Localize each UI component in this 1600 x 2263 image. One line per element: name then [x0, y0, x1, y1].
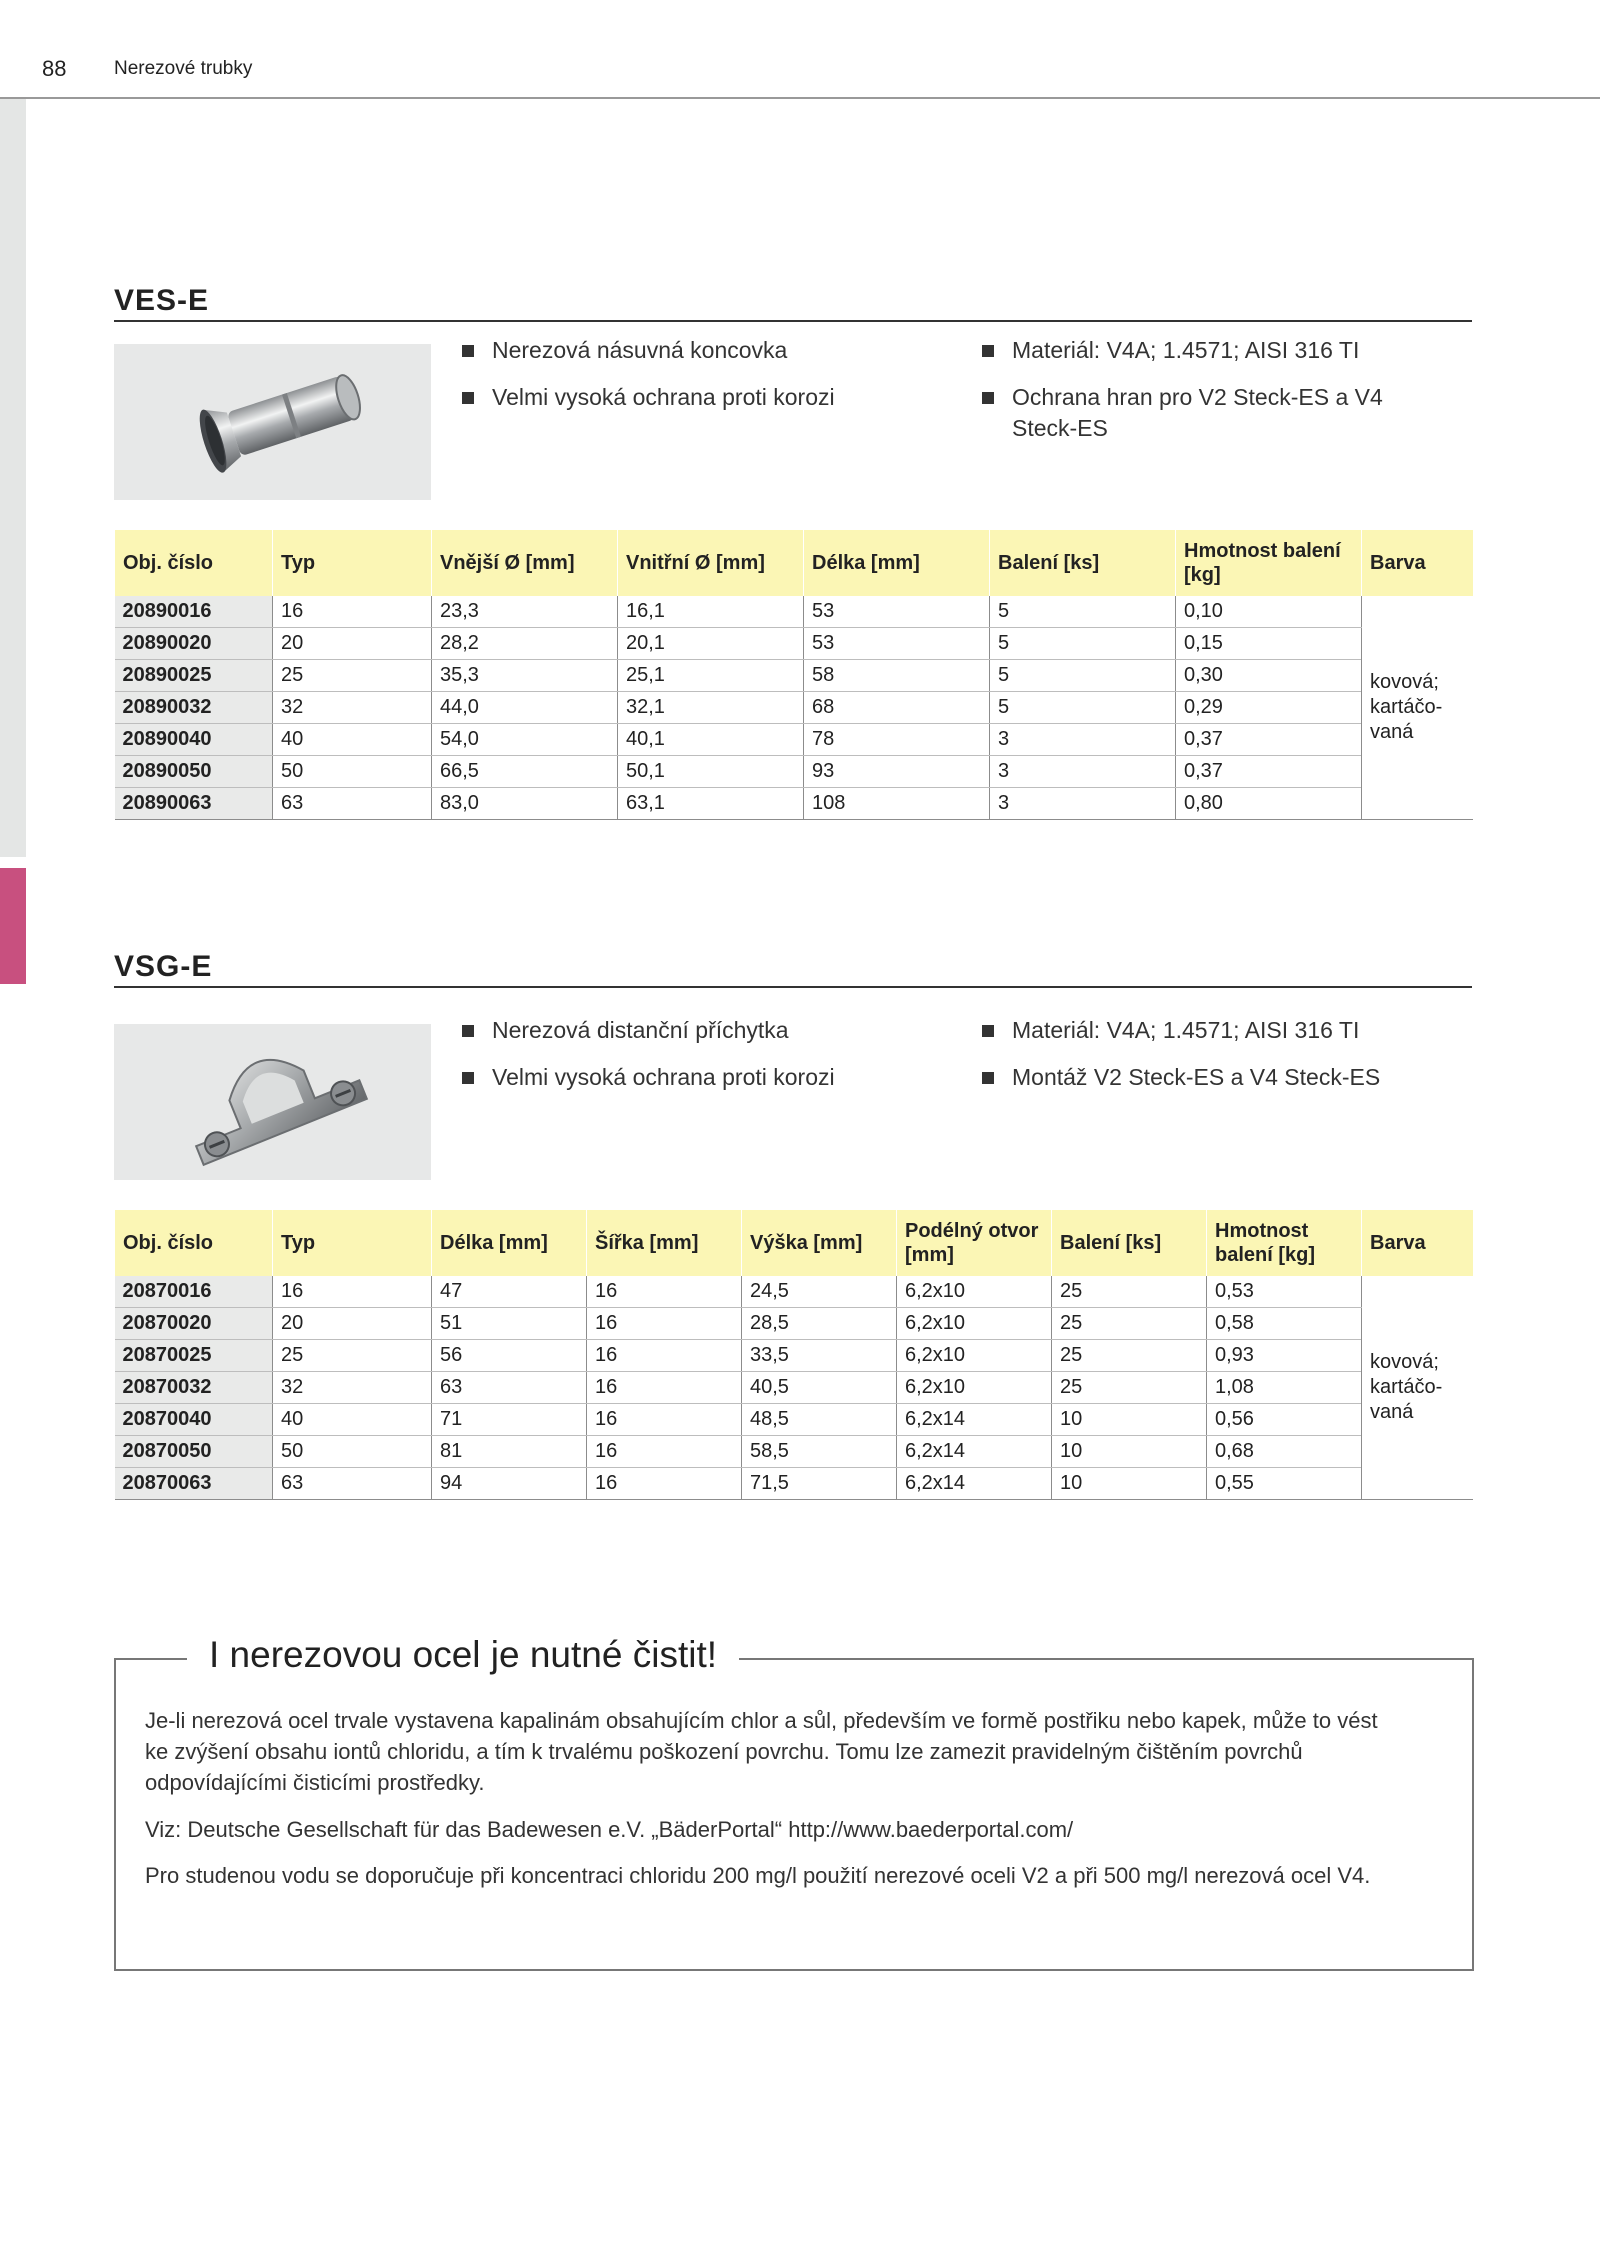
table-cell: 10 [1052, 1436, 1207, 1468]
table-cell: 25 [273, 660, 432, 692]
table-cell: 6,2x10 [897, 1276, 1052, 1308]
article-number-cell: 20890063 [115, 788, 273, 820]
article-number-cell: 20870050 [115, 1436, 273, 1468]
column-header: Barva [1362, 1210, 1473, 1276]
table-row [115, 1372, 1473, 1404]
table-cell: 32,1 [618, 692, 804, 724]
feature-bullet: Velmi vysoká ochrana proti korozi [462, 1062, 835, 1093]
table-cell: 78 [804, 724, 990, 756]
square-bullet-icon [462, 1025, 474, 1037]
table-cell: 5 [990, 596, 1176, 628]
table-cell: 10 [1052, 1468, 1207, 1500]
feature-bullet: Materiál: V4A; 1.4571; AISI 316 TI [982, 335, 1359, 366]
table-cell: 54,0 [432, 724, 618, 756]
info-paragraph: Viz: Deutsche Gesellschaft für das Badewesen e.V. „BäderPortal“ http://www.baederportal.com/ [145, 1817, 1074, 1842]
column-header: Vnitřní Ø [mm] [618, 530, 804, 596]
table-cell: 32 [273, 1372, 432, 1404]
column-header: Hmotnost balení [kg] [1176, 530, 1362, 596]
table-cell: 50 [273, 756, 432, 788]
table-cell: 3 [990, 756, 1176, 788]
spec-table-ves-e [114, 530, 1473, 820]
column-header: Vnější Ø [mm] [432, 530, 618, 596]
table-row [115, 1340, 1473, 1372]
column-header: Obj. číslo [115, 1210, 273, 1276]
table-cell: 16 [587, 1468, 742, 1500]
feature-bullet: Materiál: V4A; 1.4571; AISI 316 TI [982, 1015, 1359, 1046]
table-cell: 50 [273, 1436, 432, 1468]
table-row [115, 1276, 1473, 1308]
info-paragraph: Je-li nerezová ocel trvale vystavena kapalinám obsahujícím chlor a sůl, především ve formě postřiku nebo kapek, může to vést ke zvýšení obsahu iontů chloridu, a tím k trvalému poškození povrchu. Tomu lze zamezit pravidelným čištěním povrchů odpovídajícími čisticími prostředky. [145, 1708, 1378, 1795]
table-cell: 44,0 [432, 692, 618, 724]
article-number-cell: 20870032 [115, 1372, 273, 1404]
table-cell: 16 [587, 1276, 742, 1308]
table-cell: 20 [273, 1308, 432, 1340]
table-cell: 0,15 [1176, 628, 1362, 660]
table-row [115, 788, 1473, 820]
table-cell: 0,29 [1176, 692, 1362, 724]
table-cell: 50,1 [618, 756, 804, 788]
table-cell: 68 [804, 692, 990, 724]
square-bullet-icon [462, 392, 474, 404]
table-cell: 0,30 [1176, 660, 1362, 692]
table-row [115, 1436, 1473, 1468]
section-rule [114, 986, 1472, 988]
table-cell: 0,10 [1176, 596, 1362, 628]
table-cell: 16 [587, 1404, 742, 1436]
table-cell: 6,2x10 [897, 1308, 1052, 1340]
table-cell: 56 [432, 1340, 587, 1372]
square-bullet-icon [462, 345, 474, 357]
section-rule [114, 320, 1472, 322]
table-cell: 0,55 [1207, 1468, 1362, 1500]
article-number-cell: 20890025 [115, 660, 273, 692]
table-cell: 5 [990, 660, 1176, 692]
table-cell: 1,08 [1207, 1372, 1362, 1404]
table-cell: 16,1 [618, 596, 804, 628]
running-head: Nerezové trubky [114, 58, 253, 79]
table-cell: 63,1 [618, 788, 804, 820]
column-header: Výška [mm] [742, 1210, 897, 1276]
table-cell: 63 [273, 788, 432, 820]
column-header: Balení [ks] [1052, 1210, 1207, 1276]
table-cell: 93 [804, 756, 990, 788]
table-cell: 53 [804, 596, 990, 628]
table-cell: 81 [432, 1436, 587, 1468]
article-number-cell: 20890016 [115, 596, 273, 628]
table-cell: 6,2x10 [897, 1372, 1052, 1404]
article-number-cell: 20870020 [115, 1308, 273, 1340]
column-header: Hmotnost balení [kg] [1207, 1210, 1362, 1276]
table-cell: 71 [432, 1404, 587, 1436]
article-number-cell: 20870016 [115, 1276, 273, 1308]
table-cell: 40,1 [618, 724, 804, 756]
table-cell: 94 [432, 1468, 587, 1500]
table-cell: 0,93 [1207, 1340, 1362, 1372]
table-cell: 3 [990, 724, 1176, 756]
article-number-cell: 20890020 [115, 628, 273, 660]
table-cell: 25 [273, 1340, 432, 1372]
table-cell: 6,2x14 [897, 1404, 1052, 1436]
table-cell: 5 [990, 628, 1176, 660]
article-number-cell: 20890050 [115, 756, 273, 788]
table-cell: 6,2x14 [897, 1468, 1052, 1500]
table-cell: 63 [273, 1468, 432, 1500]
column-header: Typ [273, 530, 432, 596]
table-row [115, 692, 1473, 724]
table-cell: 16 [587, 1436, 742, 1468]
table-cell: 108 [804, 788, 990, 820]
table-cell: 58 [804, 660, 990, 692]
column-header: Barva [1362, 530, 1473, 596]
square-bullet-icon [982, 345, 994, 357]
article-number-cell: 20890032 [115, 692, 273, 724]
table-row [115, 724, 1473, 756]
table-cell: 0,56 [1207, 1404, 1362, 1436]
table-cell: 3 [990, 788, 1176, 820]
table-cell: 0,37 [1176, 756, 1362, 788]
table-cell: 23,3 [432, 596, 618, 628]
column-header: Obj. číslo [115, 530, 273, 596]
article-number-cell: 20890040 [115, 724, 273, 756]
column-header: Délka [mm] [804, 530, 990, 596]
column-header: Balení [ks] [990, 530, 1176, 596]
feature-bullet: Velmi vysoká ochrana proti korozi [462, 382, 835, 413]
table-cell: 28,2 [432, 628, 618, 660]
table-cell: 16 [587, 1340, 742, 1372]
table-cell: 16 [587, 1372, 742, 1404]
spec-table-vsg-e [114, 1210, 1473, 1500]
square-bullet-icon [982, 392, 994, 404]
product-image-ves-e [114, 344, 431, 500]
table-cell: 10 [1052, 1404, 1207, 1436]
table-cell: 0,68 [1207, 1436, 1362, 1468]
table-cell: 71,5 [742, 1468, 897, 1500]
table-cell: 63 [432, 1372, 587, 1404]
table-header-row [115, 1210, 1473, 1276]
article-number-cell: 20870040 [115, 1404, 273, 1436]
sidebar-accent-tab [0, 868, 26, 984]
table-cell: 0,58 [1207, 1308, 1362, 1340]
table-cell: 0,80 [1176, 788, 1362, 820]
table-cell: 53 [804, 628, 990, 660]
table-cell: 16 [273, 596, 432, 628]
table-row [115, 1308, 1473, 1340]
table-row [115, 628, 1473, 660]
table-cell: 25,1 [618, 660, 804, 692]
table-cell: 48,5 [742, 1404, 897, 1436]
info-paragraph: Pro studenou vodu se doporučuje při koncentraci chloridu 200 mg/l použití nerezové oceli V2 a při 500 mg/l nerezová ocel V4. [145, 1863, 1371, 1888]
table-cell: 25 [1052, 1308, 1207, 1340]
table-cell: 5 [990, 692, 1176, 724]
feature-bullet: Ochrana hran pro V2 Steck-ES a V4 Steck-ES [982, 382, 1392, 444]
table-cell: 6,2x14 [897, 1436, 1052, 1468]
table-row [115, 1404, 1473, 1436]
article-number-cell: 20870063 [115, 1468, 273, 1500]
table-cell: 20 [273, 628, 432, 660]
table-row [115, 596, 1473, 628]
table-cell: 33,5 [742, 1340, 897, 1372]
table-cell: 0,37 [1176, 724, 1362, 756]
feature-bullet: Nerezová násuvná koncovka [462, 335, 787, 366]
table-cell: 51 [432, 1308, 587, 1340]
table-cell: 25 [1052, 1340, 1207, 1372]
table-cell: 32 [273, 692, 432, 724]
table-cell: 20,1 [618, 628, 804, 660]
color-cell: kovová; kartáčo-vaná [1362, 1276, 1473, 1500]
column-header: Délka [mm] [432, 1210, 587, 1276]
table-header-row [115, 530, 1473, 596]
info-box-title: I nerezovou ocel je nutné čistit! [187, 1634, 739, 1676]
column-header: Podélný otvor [mm] [897, 1210, 1052, 1276]
square-bullet-icon [982, 1072, 994, 1084]
feature-bullet: Montáž V2 Steck-ES a V4 Steck-ES [982, 1062, 1380, 1093]
table-cell: 83,0 [432, 788, 618, 820]
table-row [115, 660, 1473, 692]
header-rule [0, 97, 1600, 99]
column-header: Typ [273, 1210, 432, 1276]
sidebar-strip [0, 99, 26, 857]
table-cell: 40 [273, 724, 432, 756]
table-row [115, 1468, 1473, 1500]
table-cell: 16 [273, 1276, 432, 1308]
table-cell: 24,5 [742, 1276, 897, 1308]
table-cell: 0,53 [1207, 1276, 1362, 1308]
table-cell: 6,2x10 [897, 1340, 1052, 1372]
table-cell: 25 [1052, 1276, 1207, 1308]
table-cell: 58,5 [742, 1436, 897, 1468]
table-cell: 25 [1052, 1372, 1207, 1404]
page-number: 88 [42, 56, 67, 81]
table-cell: 40,5 [742, 1372, 897, 1404]
article-number-cell: 20870025 [115, 1340, 273, 1372]
table-cell: 28,5 [742, 1308, 897, 1340]
column-header: Šířka [mm] [587, 1210, 742, 1276]
table-row [115, 756, 1473, 788]
section-title-vsg-e: VSG-E [114, 950, 213, 983]
square-bullet-icon [982, 1025, 994, 1037]
square-bullet-icon [462, 1072, 474, 1084]
feature-bullet: Nerezová distanční příchytka [462, 1015, 789, 1046]
color-cell: kovová; kartáčo-vaná [1362, 596, 1473, 820]
table-cell: 66,5 [432, 756, 618, 788]
table-cell: 47 [432, 1276, 587, 1308]
table-cell: 35,3 [432, 660, 618, 692]
product-image-vsg-e [114, 1024, 431, 1180]
table-cell: 16 [587, 1308, 742, 1340]
section-title-ves-e: VES-E [114, 284, 210, 317]
table-cell: 40 [273, 1404, 432, 1436]
